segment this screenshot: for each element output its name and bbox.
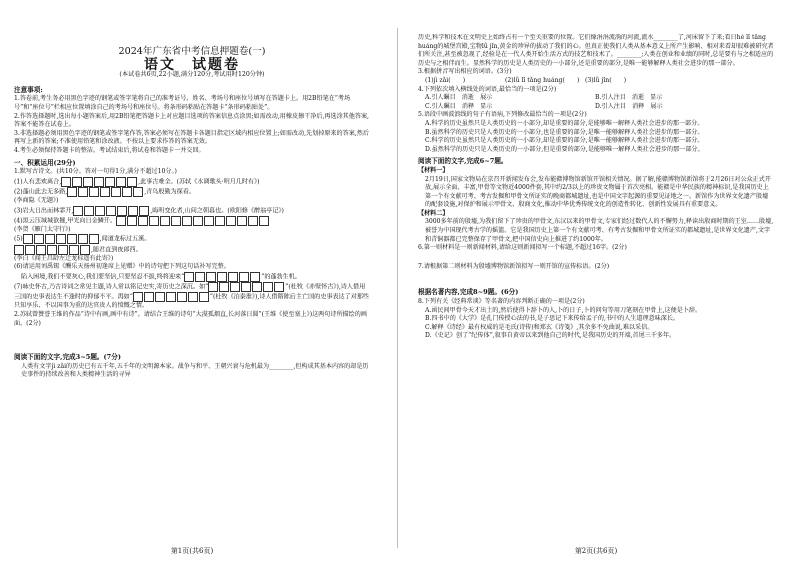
reading-passage-cont: 历史,科学和技术在文明史上始终占有一个至关重要的位置。它们像涓涓流淌的河流,流水________了,河床留下了来;看日hé lǐ tǎng huáng的城堡宫殿,宝物lǜ jǐn,黄金的珍异的拔动了我们的心。但真正使我们人类从基本意义上所产生影响、相对来看却很难被研究者们所关注,甚至被忽视了,经验是在一代人类开始生活方式的技艺和技术了。________;人类在创业和业绩的同时,总是要有与之相适应的历史与之相伴而生。显然科学的历史是人类历史的一小部分,还是重要的部分,是唯一能够解释人类社会进步的那一部分。	[418, 34, 774, 67]
question-3: 3.根据拼音写出相应的词语。(3分)	[418, 68, 512, 76]
poem-line	[14, 187, 370, 197]
option: C.引人瞩目 消释 显示	[425, 102, 493, 110]
question-8: 8.下列有关《经典常谈》等名著的内容判断正确的一项是(2分)	[418, 298, 585, 306]
question-7: 7.请根据第二则材料为殷墟博物馆新馆拟写一则开馆的宣传标语。(2分)	[418, 262, 610, 270]
line-suffix: ,闻道龙标过五溪。	[99, 236, 151, 244]
option: C.解释《诗经》最有权威的是毛氏(诗传)和郑玄《诗笺》,其余多不免曲说,难以采信。	[425, 323, 654, 331]
line-prefix: (1)人有悲欢离合,	[14, 178, 62, 186]
line-prefix: (李白《闻王昌龄左迁龙标遥有此寄》)	[14, 254, 114, 262]
note-item: 2.作答选择题时,选出每小题答案后,用2B铅笔把答题卡上对应题目选项的答案信息点涂黑;如需改动,用橡皮擦干净后,再选涂其他答案,答案不能答在试卷上。	[14, 112, 369, 129]
poem-line	[14, 226, 370, 235]
question-8-options	[418, 307, 774, 341]
exam-meta: (本试卷共6页,22小题,满分120分,考试用时120分钟)	[119, 71, 265, 79]
notes-heading: 注意事项:	[14, 85, 43, 94]
note-item: 3.非选择题必须用黑色字迹的钢笔或签字笔作答,答案必须写在答题卡各题目指定区域内相应位置上;如需改动,先划掉原来的答案,然后再写上新的答案;不准使用铅笔和涂改液。不按以上要求作答的答案无效。	[14, 129, 369, 146]
line-prefix: (2)	[14, 188, 23, 196]
material-2-label: 【材料二】	[418, 209, 449, 217]
question-3-items	[418, 77, 774, 86]
line-suffix: ,随君直到夜郎西。	[91, 246, 142, 254]
option: B.四书中的《大学》是孔门传授心法的书,是子思记下来传给孟子的,书中的人生道理意味深长。	[425, 315, 680, 323]
question-5: 5.语段中画波浪线的句子有语病,下列修改最恰当的一项是(2分)	[418, 111, 587, 119]
answer-boxes	[14, 245, 91, 255]
question-4: 4.下列依次填入横线处的词语,最恰当的一项是(2分)	[418, 85, 557, 93]
line-given: 蓬山此去无多路,	[22, 188, 68, 196]
question-4-options	[418, 94, 774, 111]
line-prefix: (李商隐《无题》)	[14, 197, 59, 204]
option: C.科学的历史虽然只是人类历史的一小部分,却是重要的部分,是唯一能够解释人类社会进步的那一部分。	[425, 137, 704, 145]
material-1-label: 【材料一】	[418, 166, 449, 174]
option: A.引人瞩目 消逝 展示	[425, 94, 493, 102]
page-one	[14, 34, 370, 539]
answer-boxes	[184, 272, 261, 282]
option: A.函民间甲骨今天才出土的,然后使得卜辞卜的人,卜的日子,卜的问句等用刀笔刻在甲骨上,这便是卜辞。	[425, 306, 702, 314]
option: B.虽然科学的历史只是人类历史的一小部分,也是重要的部分,是唯一能够解释人类社会进步的那一部分。	[425, 128, 704, 136]
line-suffix: ,青鸟殷勤为探看。	[144, 188, 195, 196]
note-item: 4.考生必须保持答题卡的整洁。考试结束后,将试卷和答题卡一并交回。	[14, 146, 205, 154]
option: D.虽然科学的历史只是人类历史的一小部分,但是重要的部分,是能够唯一解释人类社会进步的那一部分。	[425, 145, 704, 153]
question-1-7: (7)咏史怀古,乃古诗词之常见主题,诗人常以铭记史实,寄历史之深沉。如“ ”(杜牧《赤壁怀古》),诗人借用三国的史事表达生不逢时的抑郁不平。再如“ ”(杜牧《泊秦淮》),诗人借隋陈后主亡国的史事表达了对那些只知享乐、不以国事为重的达官贵人的愤慨之情。	[14, 283, 370, 310]
poem-line	[14, 216, 370, 226]
exam-title: 2024年广东省中考信息押题卷(一)	[118, 46, 266, 57]
option: D.《史记》创了“纪传体”,叙事自黄帝以来到他自己的时代,是我国历史的开端,首尾三千多年。	[425, 332, 676, 340]
answer-boxes	[67, 187, 144, 197]
option: B.引人注目 消逝 显示	[595, 94, 663, 102]
pinyin-item: (2)lǜ lǐ tǎng huáng( )	[505, 76, 580, 84]
question-1-lines	[14, 177, 370, 264]
answer-boxes	[208, 282, 285, 292]
answer-boxes	[23, 234, 100, 244]
poem-line	[14, 245, 370, 255]
question-6: 6.第一则材料是一则新闻材料,请给这则新闻拟写一个标题,不超过16字。(2分)	[418, 244, 627, 252]
page-number: 第2页(共6页)	[574, 547, 618, 555]
answer-boxes	[133, 292, 210, 302]
question-5-options	[418, 120, 774, 154]
question-1-6-text: 陷入困境,我们不要灰心,我们要坚信,只要坚忍不拔,终将迎来“ ”的蓬勃生机。	[21, 273, 301, 281]
pinyin-item: (1)jì zǎi( )	[425, 76, 466, 84]
question-1-intro: 1.默写古诗文。(共10分。答对一句得1分,满分不超过10分。)	[14, 168, 177, 176]
poem-line	[14, 206, 370, 216]
note-item: 1.答卷前,考生务必用黑色字迹的钢笔或签字笔将自己的准考证号、姓名、考场号和座位号填写在答题卡上。用2B铅笔在“考场号”和“座位号”栏相应位置填涂自己的考场号和座位号。将条形码粘贴在答题卡“条形码粘贴处”。	[14, 95, 351, 111]
subject-title: 语文 试题卷	[144, 56, 240, 73]
material-1-text: 2月19日,国家文物局在京召开新闻发布会,发布能赣博物馆新馆开馆相关情况。据了解,能赣博物馆新馆将于2月26日对公众正式开放,展示全面、丰富,甲骨等文物近4000件套,其中约2/3以上的珍贵文物属于首次亮相。能赣是中华民族的精神标识,是我国历史上第一个有文献可考、考古发掘和甲骨文所证实的晚商都城遗址,也是中国文字起源的重要见证地之一。新馆作为世界文化遗产殷墟的配套设施,对保护和展示甲骨文、殷商文化,推动中华优秀传统文化的创造性转化、创新性发展具有重要意义。	[425, 175, 771, 209]
material-2-text: 3000多年前的殷墟,为我们留下了珍贵的甲骨文,东汉以来的甲骨文,专家们经过数代人的不懈努力,释读出殷商时期的王室……殷墟,被誉为中国现代考古学的摇篮。它是我国历史上第一个有文献可考、有考古发掘和甲骨文所证实的都城遗址,是世界文化遗产,文字和青铜器都已完整保存了甲骨文,把中国信史向上推进了约1000年。	[425, 218, 774, 243]
page-divider	[397, 28, 398, 548]
line-prefix: (李贺《雁门太守行》)	[14, 225, 71, 233]
section-heading: 一、积累运用(29分)	[14, 158, 76, 167]
option: D.引人注目 消释 展示	[595, 102, 663, 110]
line-prefix: (5)	[14, 236, 23, 244]
page-two	[418, 34, 774, 539]
reading-heading: 阅读下面的文字,完成6~7题。	[418, 157, 508, 166]
answer-boxes	[73, 206, 150, 216]
answer-boxes	[116, 216, 270, 226]
question-1-6: (6)请运用刘禹锡《酬乐天扬州初逢席上见赠》中的诗句把下列这句话补写完整。	[14, 263, 230, 271]
pinyin-item: (3)lǜ jǐn( )	[585, 76, 627, 84]
answer-boxes	[61, 177, 138, 187]
reading-heading: 根据名著内容,完成8~9题。(6分)	[418, 288, 519, 297]
poem-line	[14, 177, 370, 187]
line-prefix: (3)岩大日出而林霏开,	[14, 207, 74, 215]
line-suffix: ,此事古难全。(苏轼《水调歌头·明月几时有》)	[138, 178, 260, 186]
reading-heading: 阅读下面的文字,完成3~5题。(7分)	[14, 353, 121, 362]
question-2: 2.苏轼曾赞誉王维的作品“诗中有画,画中有诗”。请结合王维的诗句“大漠孤烟直,长河落日圆”(王维《使至塞上》)这两句诗所描绘的画面。(2分)	[14, 310, 367, 327]
notes-list	[14, 95, 370, 155]
line-prefix: (4)黑云压城城欲摧,甲光向日金鳞开。	[14, 217, 116, 225]
poem-line	[14, 197, 370, 206]
line-suffix: ,晦明变化者,山间之朝暮也。(欧阳修《醉翁亭记》)	[150, 207, 284, 215]
page-number: 第1页(共6页)	[170, 547, 214, 555]
poem-line	[14, 234, 370, 244]
reading-passage: 人类有文字jì zǎi的历史已有五千年,五千年的文明源本家。战争与和平、王朝兴衰与危机最为________,但构成其基本内容的却是历史事件的持续改善和人类精神生活的寻异	[21, 362, 369, 379]
option: A.科学的历史虽然只是人类历史的一小部分,却是重要的部分,是能够唯一解释人类社会进步的那一部分。	[425, 119, 704, 127]
